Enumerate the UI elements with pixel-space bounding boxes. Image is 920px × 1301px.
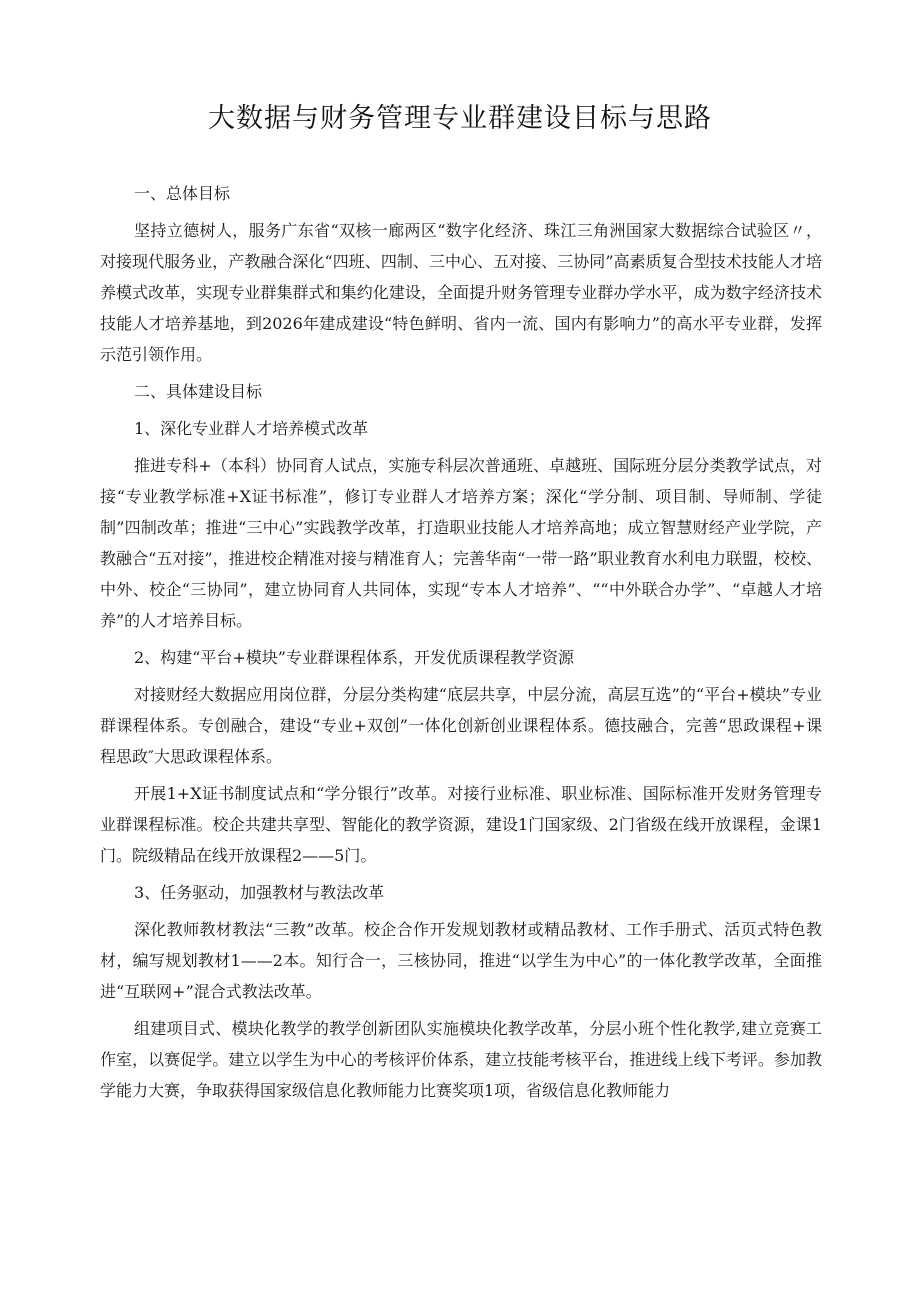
section-heading: 二、具体建设目标 (134, 382, 263, 401)
paragraph: 坚持立德树人，服务广东省“双核一廊两区“数字化经济、珠江三角洲国家大数据综合试验区〃，对接现代服务业，产教融合深化“四班、四制、三中心、五对接、三协同”高素质复合型技术技能人才培养模式改革，实现专业群集群式和集约化建设，全面提升财务管理专业群办学水平，成为数字经济技术技能人才培养基地，到2026年建成建设“特色鲜明、省内一流、国内有影响力”的高水平专业群，发挥示范引领作用。 (100, 221, 822, 364)
paragraph: 推进专科+（本科）协同育人试点，实施专科层次普通班、卓越班、国际班分层分类教学试点，对接“专业教学标准+X证书标准”，修订专业群人才培养方案；深化“学分制、项目制、导师制、学徒制”四制改革；推进“三中心”实践教学改革，打造职业技能人才培养高地；成立智慧财经产业学院，产教融合“五对接”，推进校企精准对接与精准育人；完善华南“一带一路”职业教育水利电力联盟，校校、中外、校企“三协同”，建立协同育人共同体，实现“专本人才培养”、““中外联合办学”、“卓越人才培养”的人才培养目标。 (100, 456, 822, 630)
document-title: 大数据与财务管理专业群建设目标与思路 (208, 103, 712, 134)
subsection-heading: 1、深化专业群人才培养模式改革 (134, 419, 369, 438)
paragraph: 对接财经大数据应用岗位群，分层分类构建“底层共享，中层分流，高层互选”的“平台+模块”专业群课程体系。专创融合，建设“专业+双创”一体化创新创业课程体系。德技融合，完善“思政课程+课程思政″大思政课程体系。 (100, 685, 822, 766)
document-body (100, 178, 822, 1112)
paragraph: 组建项目式、模块化教学的教学创新团队实施模块化教学改革，分层小班个性化教学,建立竞赛工作室，以赛促学。建立以学生为中心的考核评价体系，建立技能考核平台，推进线上线下考评。参加教学能力大赛，争取获得国家级信息化教师能力比赛奖项1项，省级信息化教师能力 (100, 1019, 822, 1100)
subsection-heading: 3、任务驱动，加强教材与教法改革 (134, 883, 385, 902)
section-heading: 一、总体目标 (134, 184, 231, 203)
subsection-heading: 2、构建“平台+模块”专业群课程体系，开发优质课程教学资源 (134, 648, 574, 667)
paragraph: 开展1+X证书制度试点和“学分银行”改革。对接行业标准、职业标准、国际标准开发财务管理专业群课程标准。校企共建共享型、智能化的教学资源，建设1门国家级、2门省级在线开放课程，金课1门。院级精品在线开放课程2——5门。 (100, 784, 822, 865)
paragraph: 深化教师教材教法“三教”改革。校企合作开发规划教材或精品教材、工作手册式、活页式特色教材，编写规划教材1——2本。知行合一，三核协同，推进“以学生为中心”的一体化教学改革，全面推进“互联网+”混合式教法改革。 (100, 920, 822, 1001)
